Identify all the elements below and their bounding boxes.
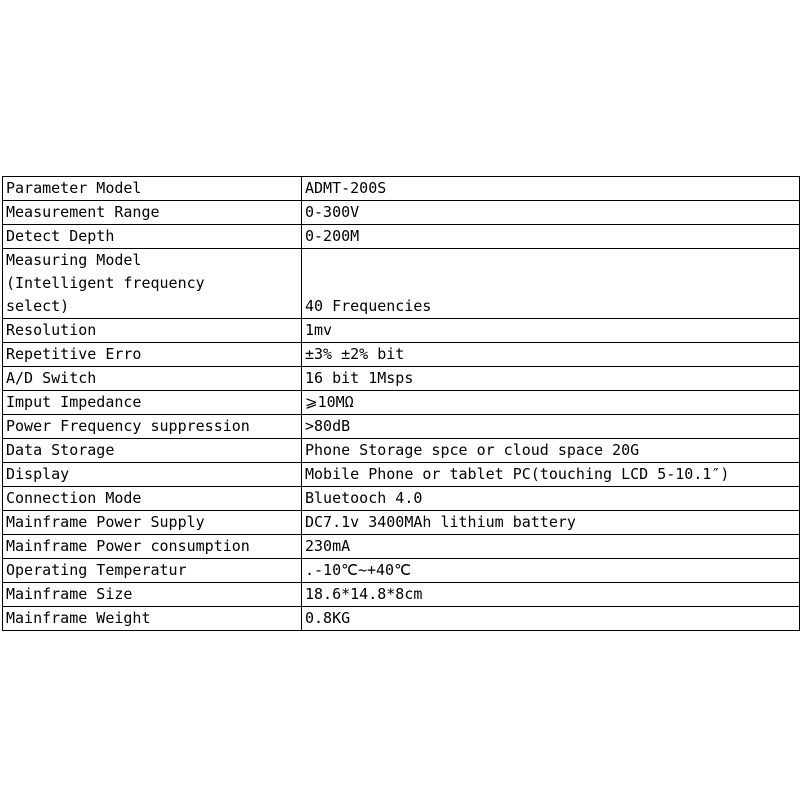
table-row <box>3 535 800 559</box>
value-cell: .-10℃~+40℃ <box>302 559 800 583</box>
value-cell: 18.6*14.8*8cm <box>302 583 800 607</box>
value-cell: 16 bit 1Msps <box>302 367 800 391</box>
param-cell: A/D Switch <box>3 367 302 391</box>
table-row <box>3 415 800 439</box>
value-cell: ⩾10MΩ <box>302 391 800 415</box>
param-cell: Connection Mode <box>3 487 302 511</box>
value-cell: Phone Storage spce or cloud space 20G <box>302 439 800 463</box>
value-cell: Bluetooch 4.0 <box>302 487 800 511</box>
value-cell: Mobile Phone or tablet PC(touching LCD 5-10.1″) <box>302 463 800 487</box>
table-row <box>3 559 800 583</box>
param-cell: Power Frequency suppression <box>3 415 302 439</box>
table-row <box>3 177 800 201</box>
value-cell: 0-200M <box>302 225 800 249</box>
value-cell: ADMT-200S <box>302 177 800 201</box>
table-row <box>3 249 800 319</box>
table-row <box>3 367 800 391</box>
param-cell: Detect Depth <box>3 225 302 249</box>
spec-table <box>2 176 800 631</box>
table-row <box>3 391 800 415</box>
value-cell: ±3% ±2% bit <box>302 343 800 367</box>
param-cell: Parameter Model <box>3 177 302 201</box>
value-cell: >80dB <box>302 415 800 439</box>
table-row <box>3 487 800 511</box>
param-cell: Mainframe Power Supply <box>3 511 302 535</box>
table-row <box>3 463 800 487</box>
table-row <box>3 583 800 607</box>
param-cell: Mainframe Weight <box>3 607 302 631</box>
value-cell: 0.8KG <box>302 607 800 631</box>
param-cell: Data Storage <box>3 439 302 463</box>
param-cell: Mainframe Size <box>3 583 302 607</box>
table-row <box>3 607 800 631</box>
param-cell: Resolution <box>3 319 302 343</box>
table-row <box>3 201 800 225</box>
param-cell: Mainframe Power consumption <box>3 535 302 559</box>
param-cell: Repetitive Erro <box>3 343 302 367</box>
table-row <box>3 319 800 343</box>
param-cell: Display <box>3 463 302 487</box>
value-cell: 230mA <box>302 535 800 559</box>
param-cell: Operating Temperatur <box>3 559 302 583</box>
param-cell: Imput Impedance <box>3 391 302 415</box>
table-row <box>3 343 800 367</box>
value-cell: DC7.1v 3400MAh lithium battery <box>302 511 800 535</box>
table-row <box>3 511 800 535</box>
value-cell: 1mv <box>302 319 800 343</box>
table-row <box>3 225 800 249</box>
param-cell: Measuring Model (Intelligent frequency select) <box>3 249 302 319</box>
value-cell: 0-300V <box>302 201 800 225</box>
table-row <box>3 439 800 463</box>
param-cell: Measurement Range <box>3 201 302 225</box>
value-cell: 40 Frequencies <box>302 249 800 319</box>
